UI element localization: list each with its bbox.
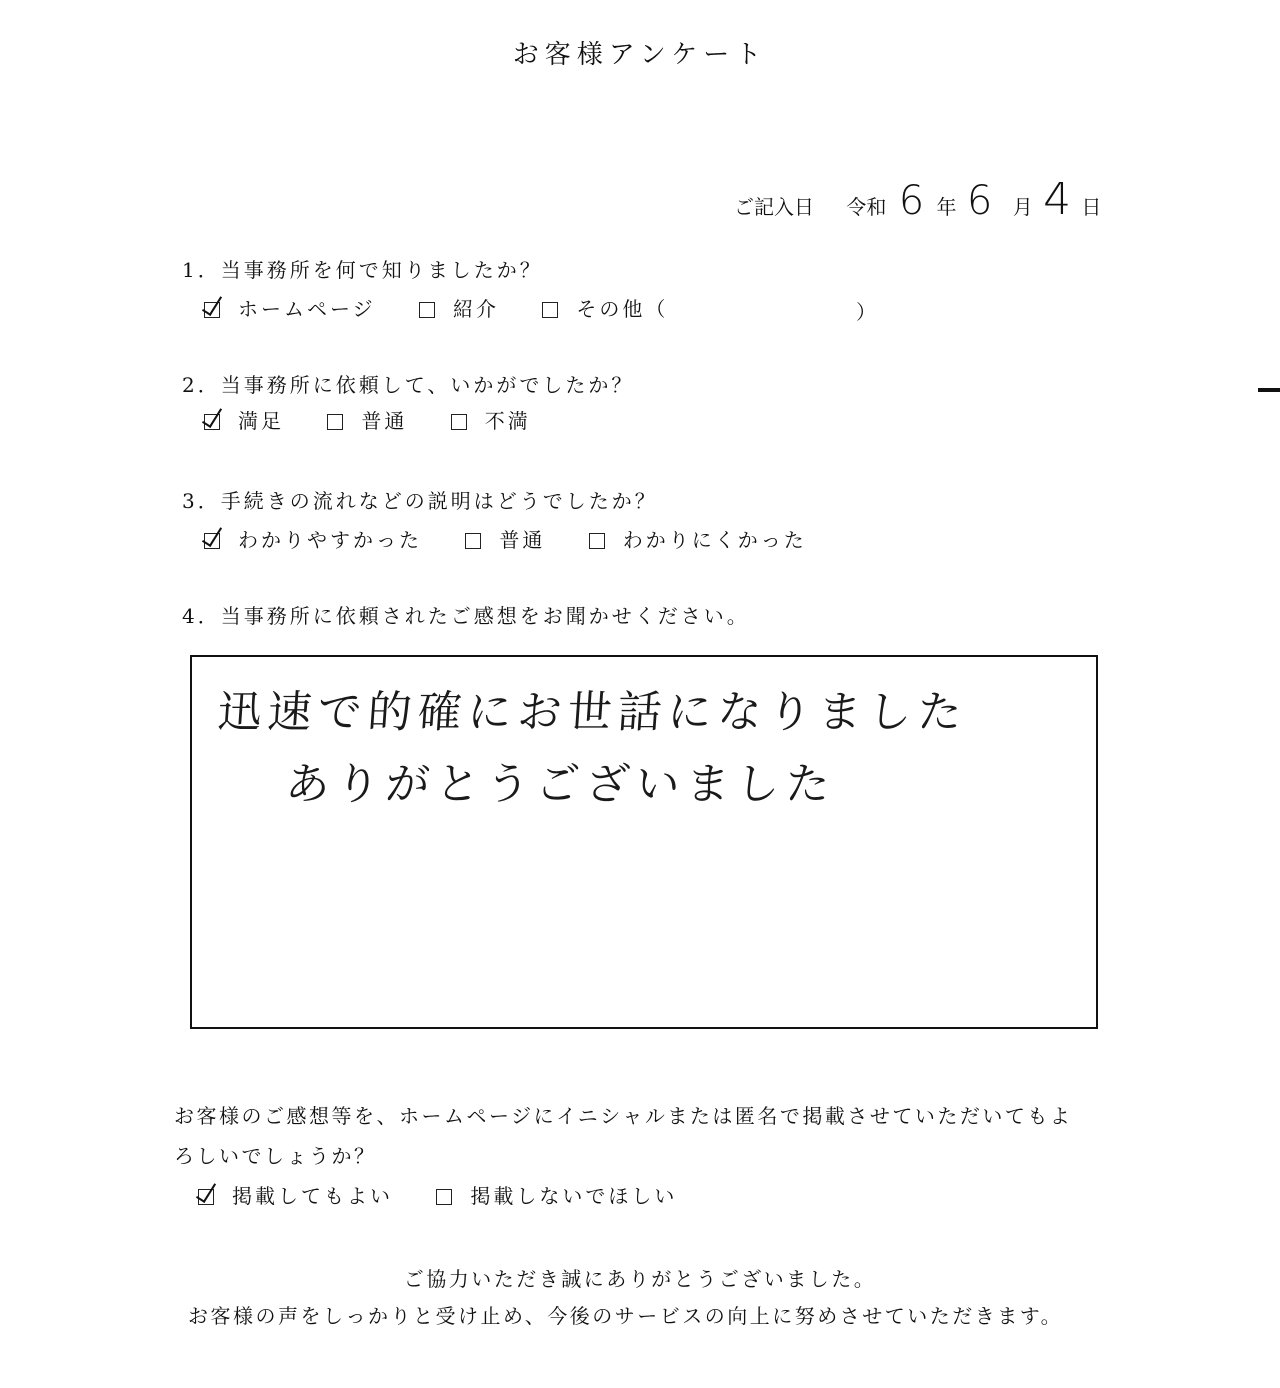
- option-label: 掲載してもよい: [232, 1184, 393, 1208]
- question-3-options: [204, 524, 841, 553]
- consent-line-2: ろしいでしょうか？: [174, 1144, 377, 1168]
- q1-other-close-paren: ）: [856, 300, 879, 324]
- entry-date: [734, 174, 1101, 225]
- checkbox[interactable]: [465, 533, 481, 549]
- date-day-unit: 日: [1081, 195, 1102, 219]
- question-4: 4．当事務所に依頼されたご感想をお聞かせください。: [182, 604, 750, 628]
- date-era: 令和: [846, 195, 887, 219]
- checkbox-checked[interactable]: [198, 1189, 214, 1205]
- option-label: わかりやすかった: [238, 528, 422, 552]
- question-2-options: [204, 405, 565, 434]
- q3-option-hard[interactable]: [589, 524, 807, 553]
- thanks-line-2: お客様の声をしっかりと受け止め、今後のサービスの向上に努めさせていただきます。: [188, 1304, 1064, 1328]
- question-1-options: [204, 293, 668, 322]
- checkbox-checked[interactable]: [204, 414, 220, 430]
- q1-option-referral[interactable]: [419, 293, 499, 322]
- option-label: 満足: [238, 409, 284, 433]
- checkbox[interactable]: [542, 302, 558, 318]
- consent-option-deny[interactable]: [436, 1180, 677, 1209]
- option-label: ホームページ: [238, 297, 376, 321]
- thanks-line-1: ご協力いただき誠にありがとうございました。: [403, 1267, 877, 1291]
- date-year-unit: 年: [936, 195, 957, 219]
- comment-line-1: 迅速で的確にお世話になりました: [215, 687, 970, 738]
- comment-line-2: ありがとうございました: [283, 759, 838, 810]
- q2-option-dissatisfied[interactable]: [451, 405, 531, 434]
- checkbox[interactable]: [419, 302, 435, 318]
- scan-mark: [1258, 388, 1280, 392]
- option-label: 普通: [361, 409, 408, 433]
- option-label: その他（: [576, 297, 669, 321]
- q1-option-homepage[interactable]: [204, 293, 376, 322]
- question-3: 3．手続きの流れなどの説明はどうでしたか？: [182, 489, 658, 513]
- q2-option-satisfied[interactable]: [204, 405, 284, 434]
- option-label: 紹介: [452, 297, 499, 321]
- q3-option-easy[interactable]: [204, 524, 422, 553]
- date-month-unit: 月: [1012, 195, 1033, 219]
- date-year-value[interactable]: 6: [898, 178, 925, 224]
- checkbox[interactable]: [327, 414, 343, 430]
- option-label: 不満: [484, 409, 531, 433]
- option-label: 掲載しないでほしい: [470, 1184, 678, 1208]
- checkbox[interactable]: [436, 1189, 452, 1205]
- consent-option-allow[interactable]: [198, 1180, 393, 1209]
- date-day-value[interactable]: 4: [1043, 174, 1072, 225]
- q1-option-other[interactable]: [542, 293, 668, 322]
- checkbox[interactable]: [451, 414, 467, 430]
- option-label: 普通: [499, 528, 546, 552]
- consent-question: [174, 1096, 1072, 1176]
- date-label: ご記入日: [734, 195, 814, 219]
- consent-line-1: お客様のご感想等を、ホームページにイニシャルまたは匿名で掲載させていただいてもよ: [174, 1104, 1073, 1128]
- question-2: 2．当事務所に依頼して、いかがでしたか？: [182, 373, 635, 397]
- q2-option-normal[interactable]: [327, 405, 407, 434]
- consent-options: [198, 1180, 711, 1209]
- question-1: 1．当事務所を何で知りましたか？: [182, 258, 543, 282]
- checkbox-checked[interactable]: [204, 302, 220, 318]
- option-label: わかりにくかった: [622, 528, 807, 552]
- checkbox-checked[interactable]: [204, 533, 220, 549]
- q3-option-normal[interactable]: [465, 524, 545, 553]
- date-month-value[interactable]: 6: [966, 178, 993, 224]
- survey-title: お客様アンケート: [512, 40, 768, 70]
- checkbox[interactable]: [589, 533, 605, 549]
